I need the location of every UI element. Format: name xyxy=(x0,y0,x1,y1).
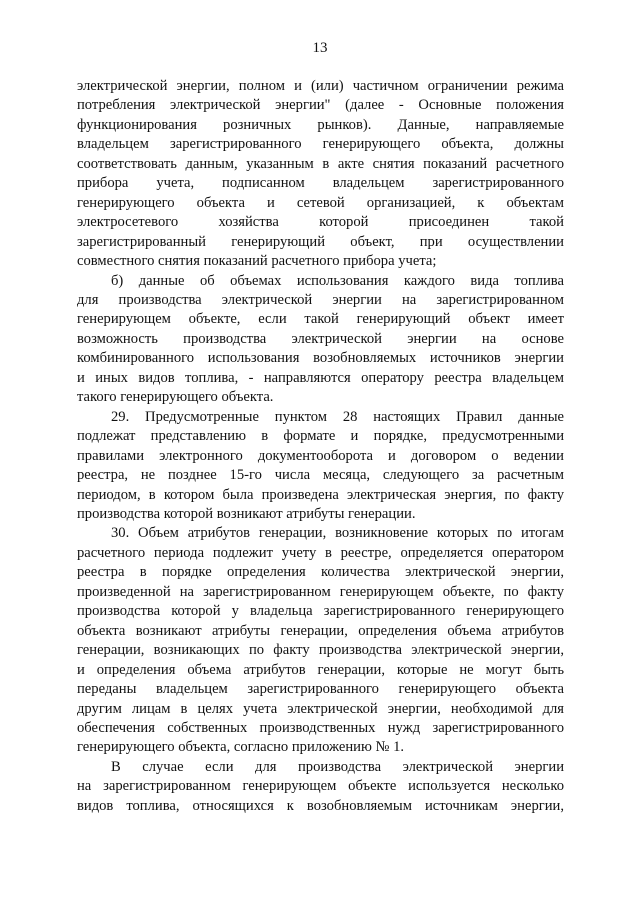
text-line: прибора учета, подписанном владельцем зарегистрированного xyxy=(77,175,564,192)
text-line: владельцем зарегистрированного генерирующего объекта, должны xyxy=(77,136,564,153)
text-line: расчетного периода подлежит учету в реестре, определяется оператором xyxy=(77,544,564,561)
text-line: функционирования розничных рынков). Данные, направляемые xyxy=(77,116,564,133)
text-line: такого генерирующего объекта. xyxy=(77,389,274,406)
text-line: обеспечения собственных производственных нужд зарегистрированного xyxy=(77,719,564,736)
paragraph-item-b xyxy=(77,272,564,408)
text-line: реестра в порядке определения количества электрической энергии, xyxy=(77,564,564,581)
text-line: возможность производства электрической энергии на основе xyxy=(77,330,564,347)
text-line: на зарегистрированном генерирующем объекте используется несколько xyxy=(77,778,564,795)
text-line: В случае если для производства электрической энергии xyxy=(111,758,564,775)
text-line: б) данные об объемах использования каждого вида топлива xyxy=(111,272,564,289)
text-line: реестра, не позднее 15-го числа месяца, следующего за расчетным xyxy=(77,467,564,484)
page-number: 13 xyxy=(312,40,328,56)
text-line: объекта возникают атрибуты генерации, определения объема атрибутов xyxy=(77,622,564,639)
text-line: электросетевого хозяйства которой присоединен такой xyxy=(77,214,564,231)
text-line: 29. Предусмотренные пунктом 28 настоящих Правил данные xyxy=(111,408,564,425)
document-body xyxy=(77,77,564,816)
text-line: переданы владельцем зарегистрированного генерирующего объекта xyxy=(77,681,564,698)
text-line: для производства электрической энергии на зарегистрированном xyxy=(77,291,564,308)
paragraph-item-29 xyxy=(77,408,564,525)
paragraph-fuel-case xyxy=(77,758,564,816)
text-line: зарегистрированный генерирующий объект, при осуществлении xyxy=(77,233,564,250)
paragraph-item-30 xyxy=(77,524,564,757)
text-line: производства которой возникают атрибуты генерации. xyxy=(77,505,416,522)
text-line: комбинированного использования возобновляемых источников энергии xyxy=(77,350,564,367)
paragraph-continuation xyxy=(77,77,564,272)
text-line: производства которой у владельца зарегистрированного генерирующего xyxy=(77,603,564,620)
text-line: 30. Объем атрибутов генерации, возникновение которых по итогам xyxy=(111,525,564,542)
text-line: электрической энергии, полном и (или) частичном ограничении режима xyxy=(77,78,564,94)
text-line: генерирующем объекте, если такой генерирующий объект имеет xyxy=(77,311,564,328)
text-line: видов топлива, относящихся к возобновляемым источникам энергии, xyxy=(77,797,564,814)
text-line: другим лицам в целях учета электрической энергии, необходимой для xyxy=(77,700,564,717)
text-line: генерирующего объекта, согласно приложению № 1. xyxy=(77,739,405,756)
text-line: подлежат представлению в формате и порядке, предусмотренными xyxy=(77,428,564,445)
text-line: совместного снятия показаний расчетного прибора учета; xyxy=(77,253,437,270)
text-line: потребления электрической энергии" (далее - Основные положения xyxy=(77,97,564,114)
text-line: периодом, в котором была произведена электрическая энергия, по факту xyxy=(77,486,564,503)
text-line: генерирующего объекта и сетевой организацией, к объектам xyxy=(77,194,564,211)
text-line: соответствовать данным, указанным в акте снятия показаний расчетного xyxy=(77,155,564,172)
text-line: и определения объема атрибутов генерации, которые не могут быть xyxy=(77,661,564,678)
text-line: и иных видов топлива, - направляются оператору реестра владельцем xyxy=(77,369,564,386)
text-line: генерации, возникающих по факту производства электрической энергии, xyxy=(77,642,564,659)
text-line: правилами электронного документооборота и договором о ведении xyxy=(77,447,564,464)
text-line: произведенной на зарегистрированном генерирующем объекте, по факту xyxy=(77,583,564,600)
